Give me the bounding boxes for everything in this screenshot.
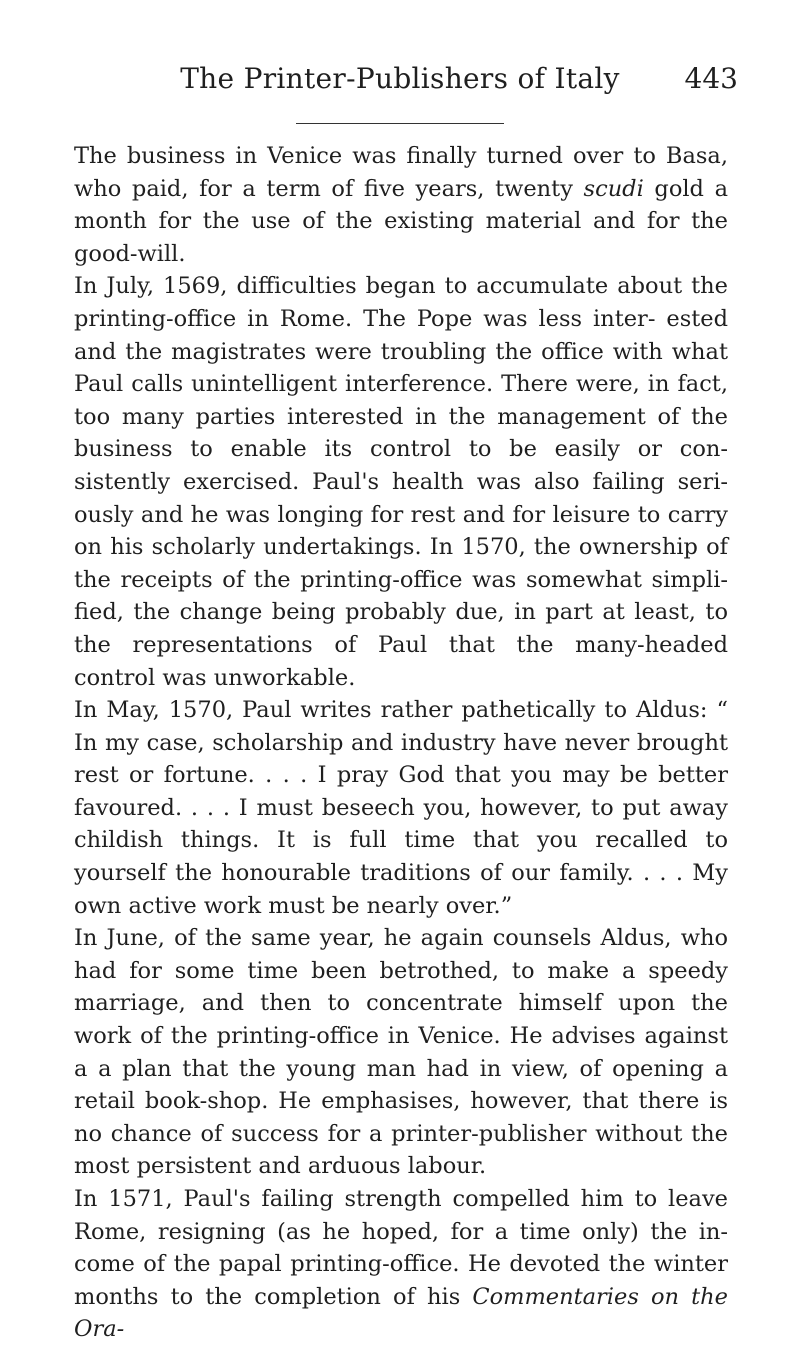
header-rule [296,123,504,124]
paragraph-1-italic: scudi [583,175,644,202]
body-text [74,140,728,1346]
paragraph-1-text-a: The business in Venice was finally turned over to Basa, who paid, for a term of five years, twenty [74,143,728,202]
paragraph-1 [74,140,728,270]
paragraph-5-text-a: In 1571, Paul's failing strength compelled him to leave Rome, resigning (as he hoped, for a time only) the in- come of the papal printing-office. He devoted the winter months to the completion of his [74,1186,728,1310]
page-number: 443 [684,62,738,95]
running-title: The Printer-Publishers of Italy [180,62,620,95]
paragraph-1-text-b: gold a month for the use of the existing material and for the good-will. [74,175,728,267]
paragraph-5-italic: Commentaries on the Ora- [74,1283,728,1343]
paragraph-2: In July, 1569, difficulties began to accumulate about the printing-office in Rome. The Pope was less inter- ested and the magistrates were troubling the office with what Paul calls unintelligent interference. There were, in fact, too many parties interested in the management of the business to enable its control to be easily or con- sistently exercised. Paul's health was also failing seri- ously and he was longing for rest and for leisure to carry on his scholarly undertakings. In 1570, the ownership of the receipts of the printing-office was somewhat simpli- fied, the change being probably due, in part at least, to the representations of Paul that the many-headed control was unworkable. [74,273,728,691]
page-header [0,62,800,112]
paragraph-3: In May, 1570, Paul writes rather pathetically to Aldus: “ In my case, scholarship and industry have never brought rest or fortune. . . . I pray God that you may be better favoured. . . . I must beseech you, however, to put away childish things. It is full time that you recalled to yourself the honourable traditions of our family. . . . My own active work must be nearly over.” [74,697,728,919]
paragraph-4: In June, of the same year, he again counsels Aldus, who had for some time been betrothed, to make a speedy marriage, and then to concentrate himself upon the work of the printing-office in Venice. He advises against a a plan that the young man had in view, of opening a retail book-shop. He emphasises, however, that there is no chance of success for a printer-publisher without the most persistent and arduous labour. [74,925,728,1180]
paragraph-5 [74,1183,728,1346]
